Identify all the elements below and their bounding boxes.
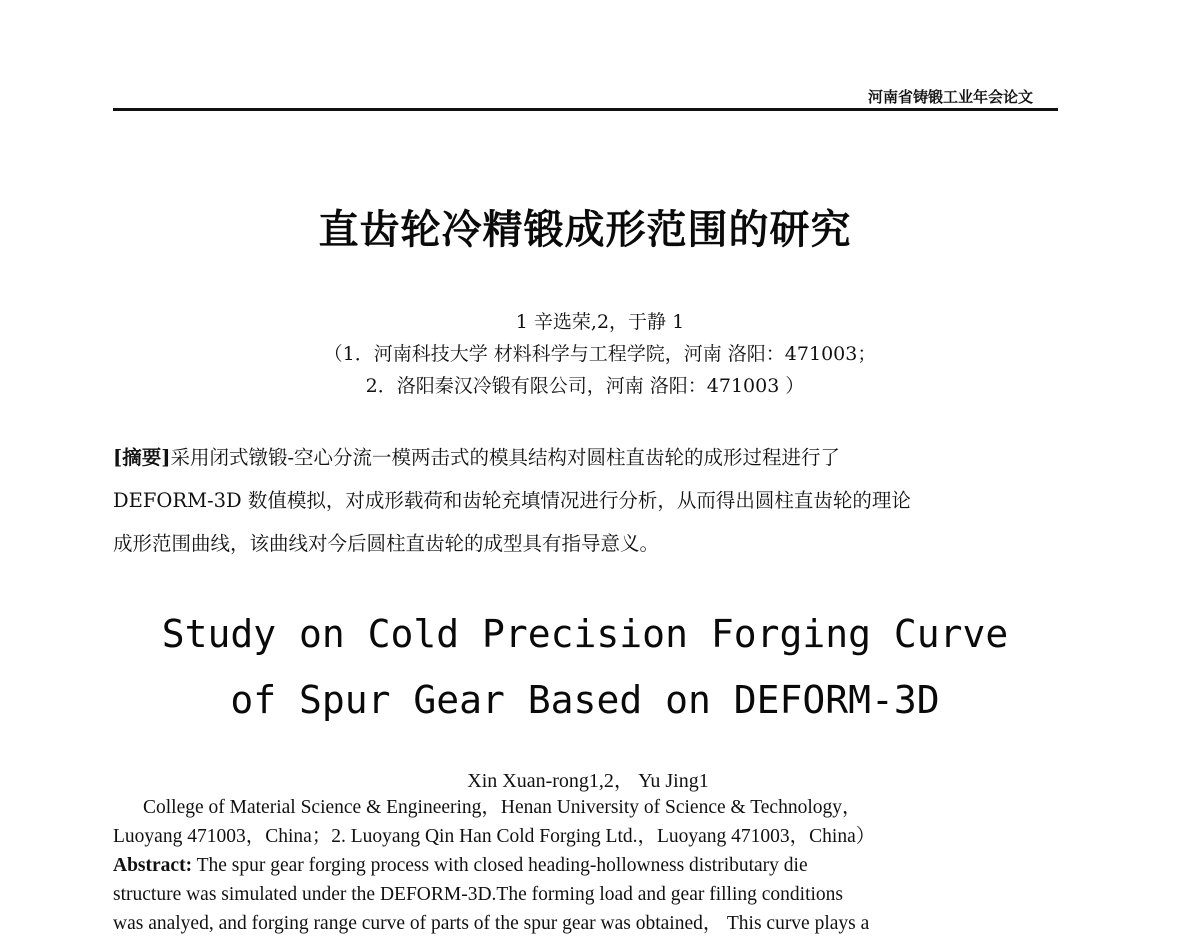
journal-header-label: 河南省铸锻工业年会论文 bbox=[867, 88, 1033, 106]
english-body bbox=[113, 793, 1073, 938]
english-title-line-2: of Spur Gear Based on DEFORM-3D bbox=[230, 678, 940, 722]
english-affiliation-line-2: Luoyang 471003，China；2. Luoyang Qin Han Cold Forging Ltd.，Luoyang 471003，China） bbox=[113, 826, 876, 847]
chinese-title: 直齿轮冷精锻成形范围的研究 bbox=[318, 207, 852, 253]
chinese-abstract-line-3: 成形范围曲线，该曲线对今后圆柱直齿轮的成型具有指导意义。 bbox=[113, 532, 660, 555]
chinese-authors: 1 辛选荣,2，于静 1 bbox=[515, 311, 685, 333]
english-authors: Xin Xuan-rong1,2， Yu Jing1 bbox=[467, 770, 709, 792]
chinese-abstract-tag: [摘要] bbox=[113, 446, 171, 469]
chinese-abstract-line-1 bbox=[113, 436, 1058, 479]
english-title-line-1: Study on Cold Precision Forging Curve bbox=[161, 612, 1009, 656]
chinese-abstract bbox=[113, 436, 1058, 565]
english-abstract-line-3: was analyed, and forging range curve of parts of the spur gear was obtained， This curve plays a bbox=[113, 913, 870, 934]
english-affiliation-line-1: College of Material Science & Engineering，Henan University of Science & Technology， bbox=[143, 797, 862, 818]
chinese-abstract-line-2: DEFORM-3D 数值模拟，对成形载荷和齿轮充填情况进行分析，从而得出圆柱直齿轮的理论 bbox=[113, 489, 911, 512]
english-abstract-line-2: structure was simulated under the DEFORM-3D.The forming load and gear filling conditions bbox=[113, 884, 844, 905]
chinese-abstract-text-1: 采用闭式镦锻-空心分流一模两击式的模具结构对圆柱直齿轮的成形过程进行了 bbox=[170, 446, 841, 469]
header-rule bbox=[113, 108, 1058, 111]
chinese-affiliation-2: 2．洛阳秦汉冷锻有限公司，河南 洛阳：471003 ） bbox=[365, 375, 805, 397]
english-abstract-tag: Abstract: bbox=[113, 855, 193, 876]
english-abstract-line-1 bbox=[113, 851, 1073, 880]
chinese-affiliation-1: （1．河南科技大学 材料科学与工程学院，河南 洛阳：471003； bbox=[323, 343, 877, 365]
english-abstract-text-1: The spur gear forging process with closed heading-hollowness distributary die bbox=[192, 855, 808, 876]
